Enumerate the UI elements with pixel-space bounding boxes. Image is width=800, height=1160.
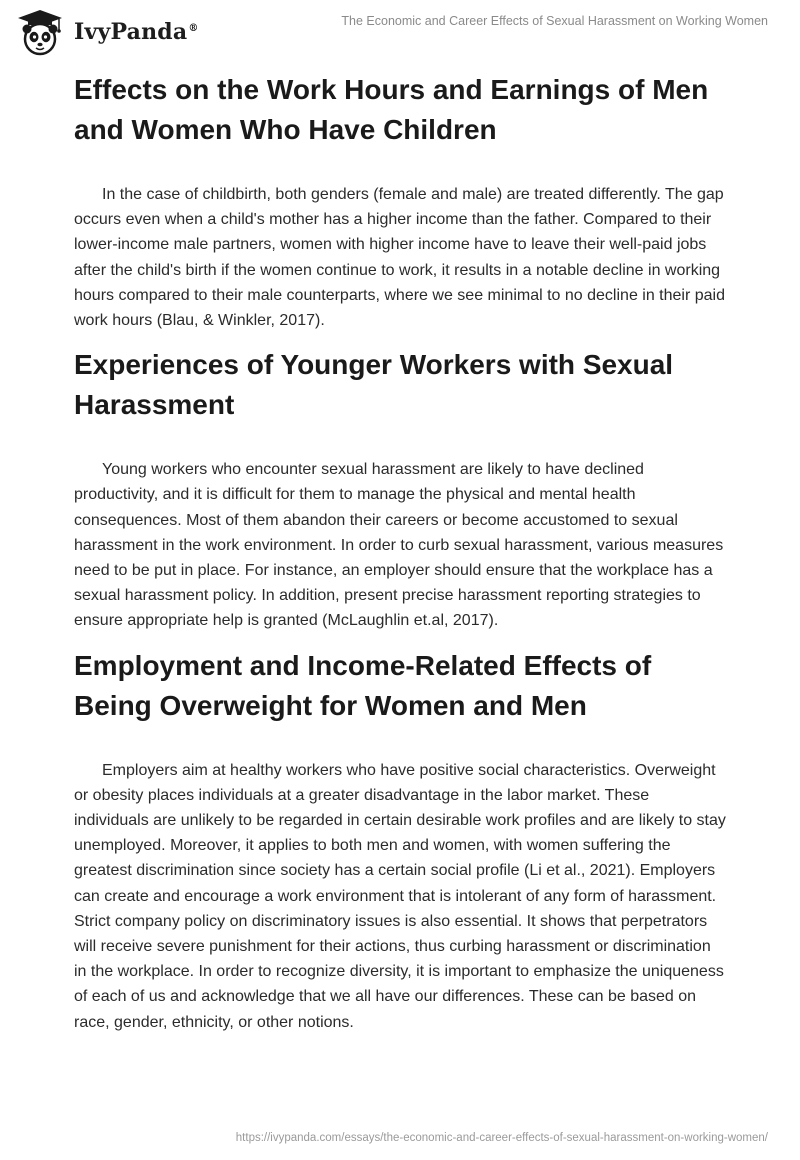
panda-graduate-icon (14, 8, 66, 56)
section-paragraph: Employers aim at healthy workers who have positive social characteristics. Overweight or obesity places individuals at a greater disadvantage in the labor market. These individuals are unlikely to be regarded in certain desirable work profiles and are likely to stay unemployed. Moreover, it applies to both men and women, with women suffering the greatest discrimination since society has a certain social profile (Li et al., 2021). Employers can create and encourage a work environment that is intolerant of any form of harassment. Strict company policy on discriminatory issues is also essential. It shows that perpetrators will receive severe punishment for their actions, thus curbing harassment or discrimination in the workplace. In order to recognize diversity, it is important to emphasize the uniqueness of each of us and acknowledge that we all have our differences. These can be based on race, gender, ethnicity, or other notions. (74, 761, 726, 1031)
section-heading: Effects on the Work Hours and Earnings of Men and Women Who Have Children (74, 74, 709, 145)
section-heading: Employment and Income-Related Effects of Being Overweight for Women and Men (74, 649, 652, 721)
section-paragraph: In the case of childbirth, both genders (female and male) are treated differently. The gap occurs even when a child's mother has a higher income than the father. Compared to their lower-income male partners, women with higher income have to leave their well-paid jobs after the child's birth if the women continue to work, it results in a notable decline in working hours compared to their male counterparts, where we see minimal to no decline in their paid work hours (Blau, & Winkler, 2017). (74, 186, 725, 330)
document-title: The Economic and Career Effects of Sexual Harassment on Working Women (341, 14, 768, 28)
section-paragraph: Young workers who encounter sexual harassment are likely to have declined productivity, and it is difficult for them to manage the physical and mental health consequences. Most of them abandon their careers or become accustomed to sexual harassment in the work environment. In order to curb sexual harassment, various measures need to be put in place. For instance, an employer should ensure that the workplace has a sexual harassment policy. In addition, present precise harassment reporting strategies to ensure appropriate help is granted (McLaughlin et.al, 2017). (74, 461, 724, 630)
brand-logo[interactable] (14, 8, 199, 56)
source-url[interactable]: https://ivypanda.com/essays/the-economic-and-career-effects-of-sexual-harassment-on-working-women/ (235, 1132, 768, 1144)
page-header (0, 0, 800, 60)
section-heading: Experiences of Younger Workers with Sexual Harassment (74, 349, 674, 421)
brand-name: IvyPanda® (74, 19, 199, 45)
registered-mark: ® (188, 22, 199, 34)
essay-body (74, 70, 726, 1035)
